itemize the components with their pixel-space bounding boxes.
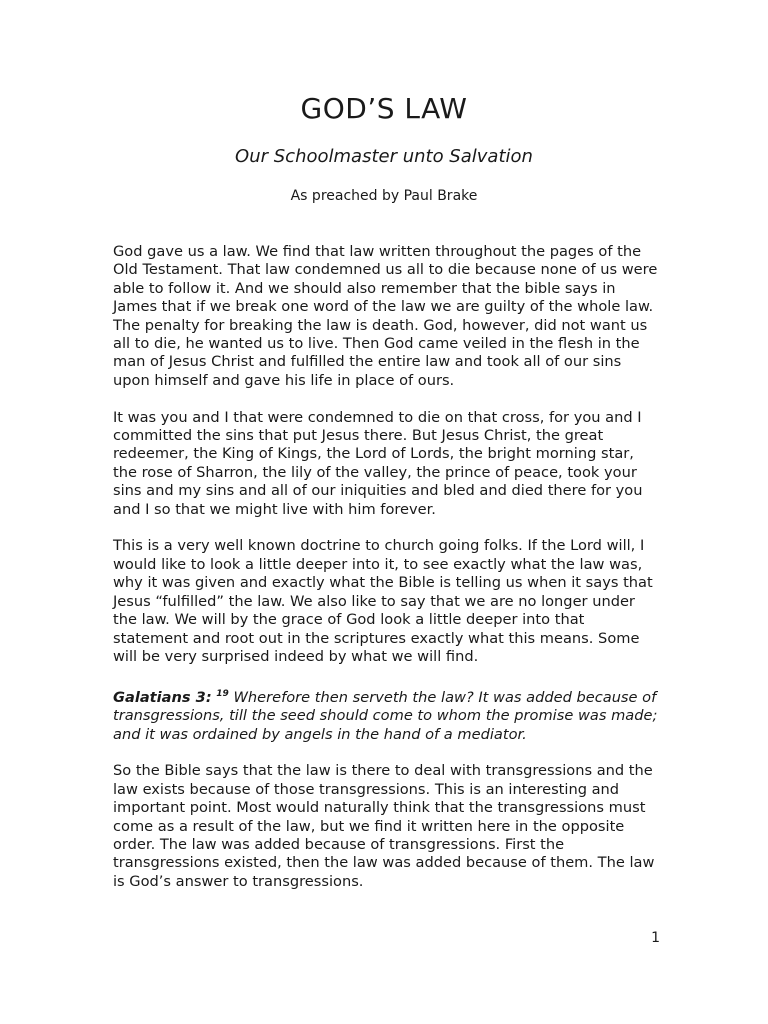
document-byline: As preached by Paul Brake [290,188,478,204]
document-title: GOD’S LAW [300,92,468,125]
document-body [113,243,658,910]
verse-text: Wherefore then serveth the law? It was added because of transgressions, till the seed should come to whom the promise was made; and it was ordained by angels in the hand of a mediator. [113,688,658,743]
verse-reference: Galatians 3: [113,688,212,706]
scripture-quote [113,685,658,744]
document-subtitle: Our Schoolmaster unto Salvation [235,146,533,167]
body-paragraph-4: So the Bible says that the law is there to deal with transgressions and the law exists because of those transgressions. This is an interesting and important point. Most would naturally think that the transgressions must come as a result of the law, but we find it written here in the opposite order. The law was added because of transgressions. First the transgressions existed, then the law was added because of them. The law is God’s answer to transgressions. [113,762,655,890]
body-paragraph-1: God gave us a law. We find that law written throughout the pages of the Old Testament. That law condemned us all to die because none of us were able to follow it. And we should also remember that the bible says in James that if we break one word of the law we are guilty of the whole law. The penalty for breaking the law is death. God, however, did not want us all to die, he wanted us to live. Then God came veiled in the flesh in the man of Jesus Christ and fulfilled the entire law and took all of our sins upon himself and gave his life in place of ours. [113,243,658,389]
body-paragraph-2: It was you and I that were condemned to die on that cross, for you and I committed the sins that put Jesus there. But Jesus Christ, the great redeemer, the King of Kings, the Lord of Lords, the bright morning star, the rose of Sharron, the lily of the valley, the prince of peace, took your sins and my sins and all of our iniquities and bled and died there for you and I so that we might live with him forever. [113,408,643,518]
body-paragraph-3: This is a very well known doctrine to church going folks. If the Lord will, I would like to look a little deeper into it, to see exactly what the law was, why it was given and exactly what the Bible is telling us when it says that Jesus “fulfilled” the law. We also like to say that we are no longer under the law. We will by the grace of God look a little deeper into that statement and root out in the scriptures exactly what this means. Some will be very surprised indeed by what we will find. [113,537,653,665]
verse-number: 19 [216,688,229,699]
page-number: 1 [651,930,660,946]
